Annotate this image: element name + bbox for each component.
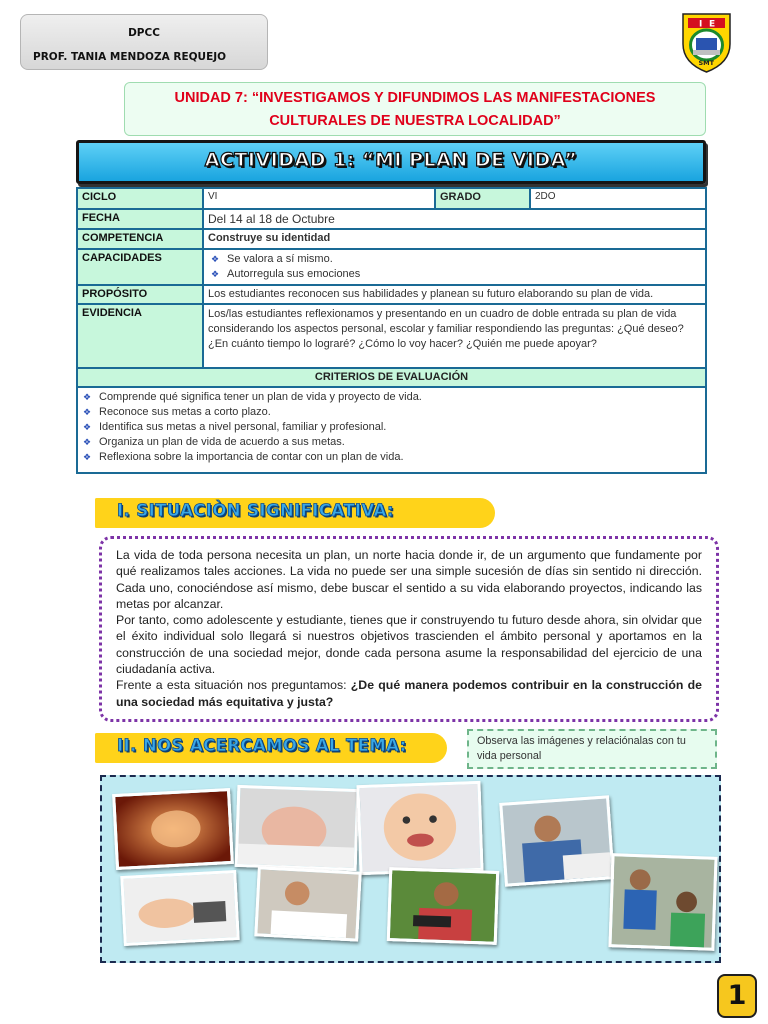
section-1-banner <box>95 498 495 528</box>
course-code: DPCC <box>128 27 160 39</box>
baby-laptop-photo <box>120 870 240 946</box>
crest-text: SMT <box>698 59 715 67</box>
teacher-name: PROF. TANIA MENDOZA REQUEJO <box>33 51 227 63</box>
situacion-paragraph-3 <box>116 677 702 710</box>
crest-letter-i: I <box>699 19 703 30</box>
criterios-list <box>77 387 706 473</box>
smiling-baby-photo <box>356 781 483 875</box>
capacidad-item: ❖ Autorregula sus emociones <box>208 267 701 282</box>
evidencia-value: Los/las estudiantes reflexionamos y presentando en un cuadro de doble entrada su plan de vida considerando los aspectos personal, escolar y familiar respondiendo las preguntas: ¿Qué deseo? ¿En cuánto tiempo lo lograré? ¿Cómo lo voy hacer? ¿Quién me puede apoyar? <box>203 304 706 368</box>
activity-info-table <box>76 187 707 474</box>
criterios-heading: CRITERIOS DE EVALUACIÓN <box>77 368 706 387</box>
proposito-label: PROPÓSITO <box>77 285 203 304</box>
criterio-item: ❖ Reconoce sus metas a corto plazo. <box>80 405 703 420</box>
section-1-title: I. SITUACIÒN SIGNIFICATIVA: <box>117 501 394 520</box>
newborn-photo <box>235 785 360 871</box>
section-2-title: II. NOS ACERCAMOS AL TEMA: <box>117 736 407 755</box>
situacion-question-intro: Frente a esta situación nos preguntamos: <box>116 678 351 693</box>
competencia-value: Construye su identidad <box>203 229 706 249</box>
competencia-label: COMPETENCIA <box>77 229 203 249</box>
child-writing-photo <box>254 866 362 941</box>
situacion-paragraph-1: La vida de toda persona necesita un plan, un norte hacia donde ir, de un argumento que fundamente por qué realizamos tales acciones. La vida no puede ser una simple sucesión de días sin sentido ni dirección. Cada uno, conociéndose así mismo, debe buscar el sentido a su vida elaborando proyectos, indicando las metas por alcanzar. <box>116 548 702 611</box>
fecha-label: FECHA <box>77 209 203 229</box>
page-number-badge: 1 <box>717 974 757 1018</box>
evidencia-label: EVIDENCIA <box>77 304 203 368</box>
unit-title: UNIDAD 7: “INVESTIGAMOS Y DIFUNDIMOS LAS MANIFESTACIONES CULTURALES DE NUESTRA LOCALIDAD” <box>124 82 706 136</box>
situacion-paragraph-2: Por tanto, como adolescente y estudiante, tienes que ir construyendo tu futuro desde ahora, sin olvidar que el éxito individual solo llegará si nuestros objetivos trascienden el ámbito personal y aportamos en la construcción de una sociedad mejor, donde cada persona asume la responsabilidad del ejercicio de una ciudadanía activa. <box>116 613 702 677</box>
situacion-question: ¿De qué manera podemos contribuir en la construcción de una sociedad más equitativa y justa? <box>116 678 702 709</box>
proposito-value: Los estudiantes reconocen sus habilidades y planean su futuro elaborando su plan de vida. <box>203 285 706 304</box>
fecha-value: Del 14 al 18 de Octubre <box>203 209 706 229</box>
boy-reading-photo <box>387 867 500 945</box>
activity-banner <box>76 140 706 184</box>
capacidad-item: ❖ Se valora a sí mismo. <box>208 252 701 267</box>
ciclo-value: VI <box>203 188 435 209</box>
criterio-item: ❖ Reflexiona sobre la importancia de contar con un plan de vida. <box>80 450 703 465</box>
situacion-significativa-box <box>99 536 719 722</box>
criterio-item: ❖ Identifica sus metas a nivel personal, familiar y profesional. <box>80 420 703 435</box>
photo-collage <box>100 775 721 963</box>
teacher-header <box>20 14 268 70</box>
grado-value: 2DO <box>530 188 706 209</box>
capacidades-label: CAPACIDADES <box>77 249 203 285</box>
capacidades-value <box>203 249 706 285</box>
doctor-photo <box>608 853 717 951</box>
criterio-item: ❖ Organiza un plan de vida de acuerdo a sus metas. <box>80 435 703 450</box>
teen-studying-photo <box>499 795 615 886</box>
grado-label: GRADO <box>435 188 530 209</box>
criterio-item: ❖ Comprende qué significa tener un plan de vida y proyecto de vida. <box>80 390 703 405</box>
activity-title: ACTIVIDAD 1: “MI PLAN DE VIDA” <box>204 149 578 171</box>
observe-instruction-note: Observa las imágenes y relaciónalas con tu vida personal <box>467 729 717 769</box>
school-crest-logo <box>679 10 734 74</box>
ciclo-label: CICLO <box>77 188 203 209</box>
fetus-photo <box>112 788 234 870</box>
section-2-banner <box>95 733 447 763</box>
crest-letter-e: E <box>709 19 716 30</box>
